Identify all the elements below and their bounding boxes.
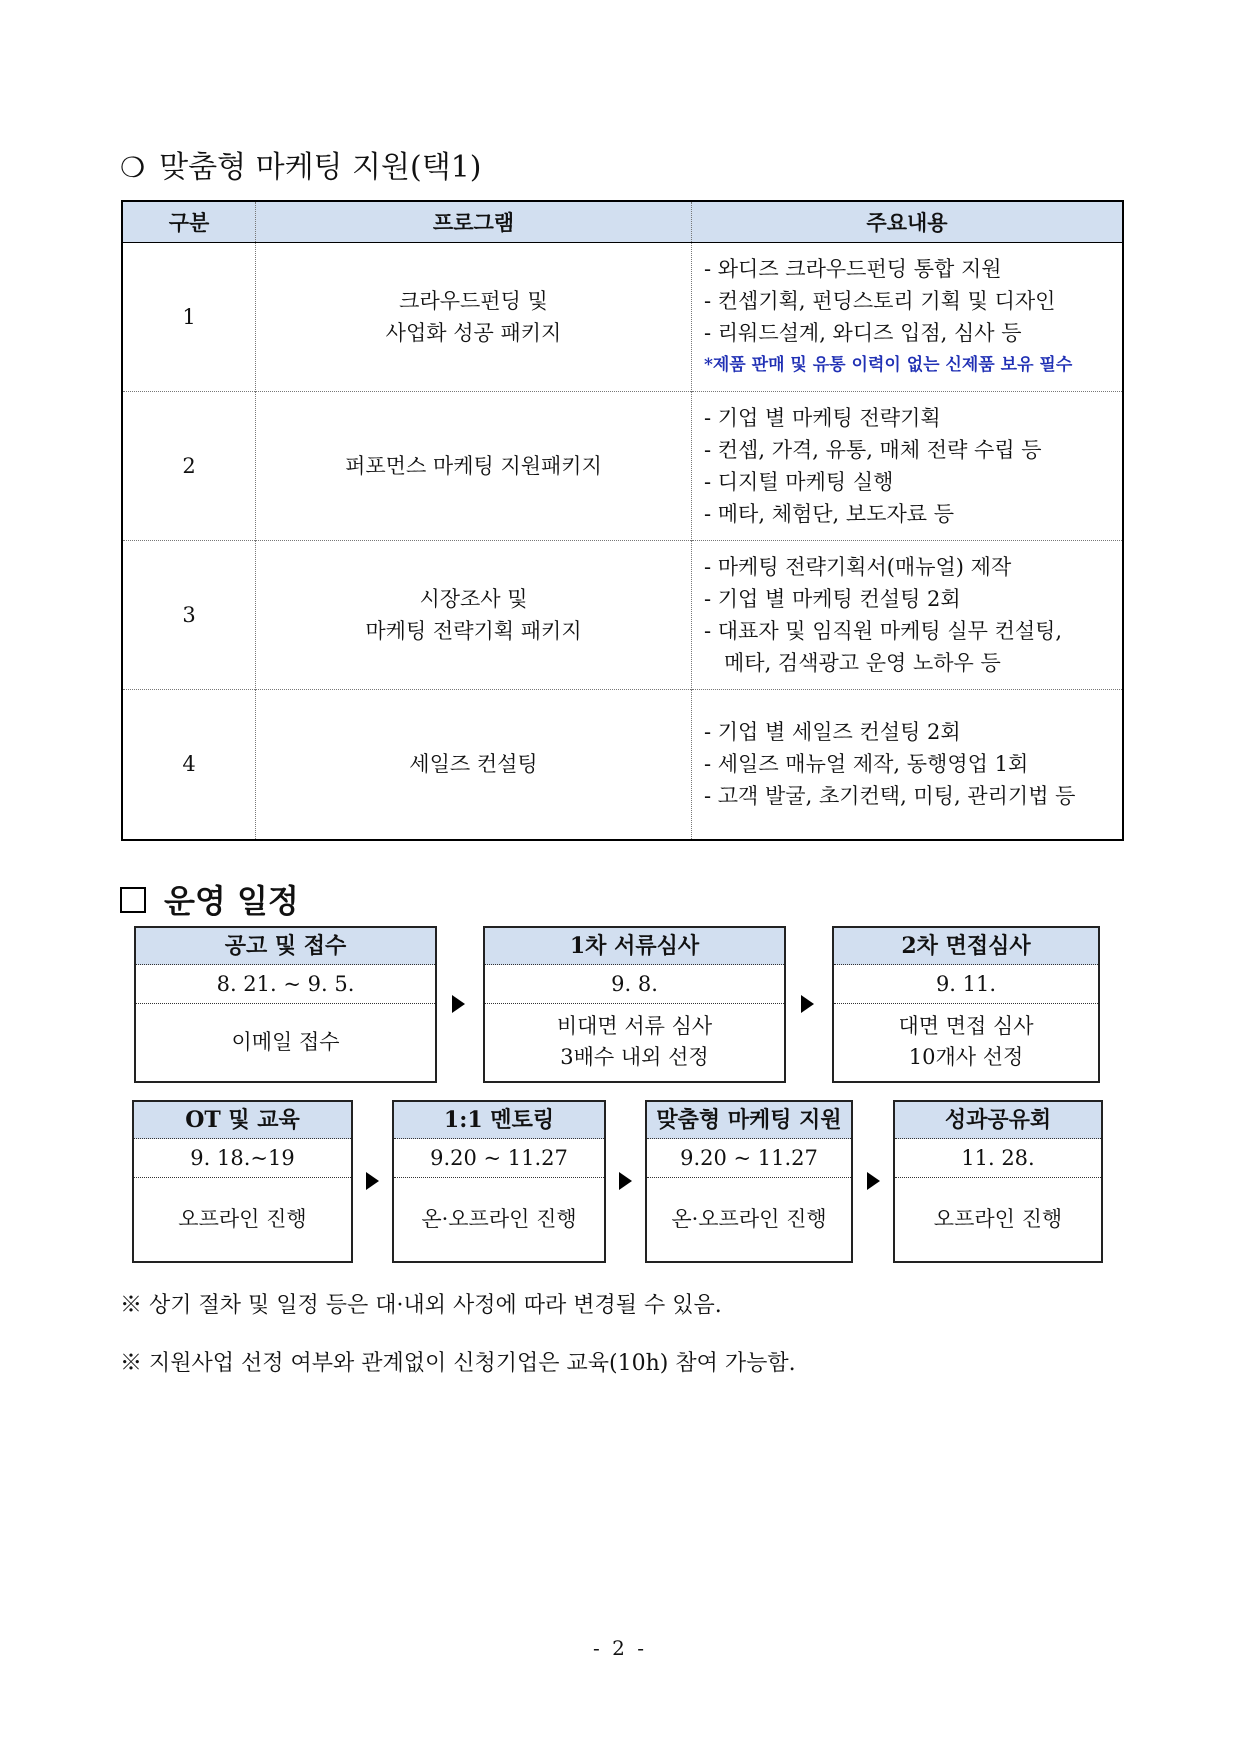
step-desc-line: 이메일 접수 [231,1029,340,1054]
program-name [256,392,692,541]
step-date: 9. 11. [834,965,1098,1004]
section-heading-schedule [120,876,299,922]
step-description [134,1178,351,1260]
step-desc-line: 오프라인 진행 [178,1206,307,1231]
program-line: 사업화 성공 패키지 [385,321,562,345]
step-title: 맞춤형 마케팅 지원 [647,1102,851,1139]
desc-line: - 고객 발굴, 초기컨택, 미팅, 관리기법 등 [704,784,1076,809]
schedule-step-application [134,926,437,1083]
arrow-right-icon [619,1172,632,1190]
step-title: 2차 면접심사 [834,928,1098,965]
desc-line: - 기업 별 마케팅 컨설팅 2회 [704,587,961,611]
program-description [692,392,1124,541]
section-title: 맞춤형 마케팅 지원(택1) [159,150,482,185]
schedule-step-interview [832,926,1100,1083]
header-category: 구분 [122,201,256,243]
header-content: 주요내용 [692,201,1124,243]
step-description [834,1004,1098,1080]
step-description [394,1178,604,1260]
step-title: 공고 및 접수 [136,928,435,965]
desc-line: - 세일즈 매뉴얼 제작, 동행영업 1회 [704,752,1029,777]
desc-line: - 리워드설계, 와디즈 입점, 심사 등 [704,321,1022,345]
square-bullet-icon [120,887,146,913]
program-line: 마케팅 전략기획 패키지 [365,619,582,643]
schedule-step-ot [132,1100,353,1263]
step-desc-line: 10개사 선정 [908,1045,1024,1069]
program-line: 시장조사 및 [419,587,528,611]
program-description [692,243,1124,392]
arrow-right-icon [867,1172,880,1190]
desc-line: - 컨셉, 가격, 유통, 매체 전략 수립 등 [704,438,1042,462]
step-date: 9.20 ~ 11.27 [647,1139,851,1178]
desc-line: - 와디즈 크라우드펀딩 통합 지원 [704,257,1002,281]
schedule-step-result-sharing [893,1100,1103,1263]
step-title: 1:1 멘토링 [394,1102,604,1139]
step-date: 8. 21. ~ 9. 5. [136,965,435,1004]
circle-bullet-icon: ❍ [120,151,146,184]
step-description [136,1004,435,1080]
desc-line: - 대표자 및 임직원 마케팅 실무 컨설팅, [704,619,1063,643]
row-number: 1 [182,305,196,329]
arrow-right-icon [366,1172,379,1190]
desc-line: - 기업 별 세일즈 컨설팅 2회 [704,720,961,745]
program-line: 퍼포먼스 마케팅 지원패키지 [345,454,602,478]
table-row [122,541,1123,690]
schedule-step-marketing-support [645,1100,853,1263]
program-name [256,541,692,690]
program-description [692,690,1124,840]
schedule-title: 운영 일정 [164,882,299,920]
desc-line: - 메타, 체험단, 보도자료 등 [704,502,955,526]
step-description [485,1004,784,1080]
table-row [122,392,1123,541]
program-description [692,541,1124,690]
desc-line: - 컨셉기획, 펀딩스토리 기획 및 디자인 [704,289,1056,313]
step-desc-line: 오프라인 진행 [933,1206,1063,1231]
table-row [122,690,1123,840]
section-heading-marketing [120,142,482,186]
desc-line: - 마케팅 전략기획서(매뉴얼) 제작 [704,555,1012,579]
step-date: 9. 8. [485,965,784,1004]
arrow-right-icon [801,995,814,1013]
step-description [647,1178,851,1260]
schedule-step-document-review [483,926,786,1083]
program-name [256,690,692,840]
program-line: 크라우드펀딩 및 [399,289,548,313]
table-row [122,243,1123,392]
step-title: 성과공유회 [895,1102,1101,1139]
step-desc-line: 3배수 내외 선정 [560,1045,709,1069]
arrow-right-icon [452,995,465,1013]
program-table [121,200,1124,841]
step-date: 9.20 ~ 11.27 [394,1139,604,1178]
note-education: ※ 지원사업 선정 여부와 관계없이 신청기업은 교육(10h) 참여 가능함. [120,1351,796,1376]
row-number: 3 [122,541,256,690]
step-desc-line: 온·오프라인 진행 [421,1206,577,1231]
note-schedule-change: ※ 상기 절차 및 일정 등은 대·내외 사정에 따라 변경될 수 있음. [120,1293,722,1318]
step-date: 9. 18.~19 [134,1139,351,1178]
step-description [895,1178,1101,1260]
step-desc-line: 비대면 서류 심사 [556,1014,713,1038]
schedule-step-mentoring [392,1100,606,1263]
row-number: 2 [122,392,256,541]
program-name [256,243,692,392]
requirement-note: *제품 판매 및 유통 이력이 없는 신제품 보유 필수 [704,355,1073,375]
desc-line: - 기업 별 마케팅 전략기획 [704,406,941,430]
step-title: 1차 서류심사 [485,928,784,965]
desc-line: 메타, 검색광고 운영 노하우 등 [724,651,1001,675]
header-program: 프로그램 [256,201,692,243]
page-number: - 2 - [593,1636,647,1660]
step-title: OT 및 교육 [134,1102,351,1139]
step-desc-line: 온·오프라인 진행 [671,1206,827,1231]
step-desc-line: 대면 면접 심사 [898,1014,1034,1038]
step-date: 11. 28. [895,1139,1101,1178]
desc-line: - 디지털 마케팅 실행 [704,470,894,494]
program-line: 세일즈 컨설팅 [409,752,538,777]
row-number: 4 [122,690,256,840]
